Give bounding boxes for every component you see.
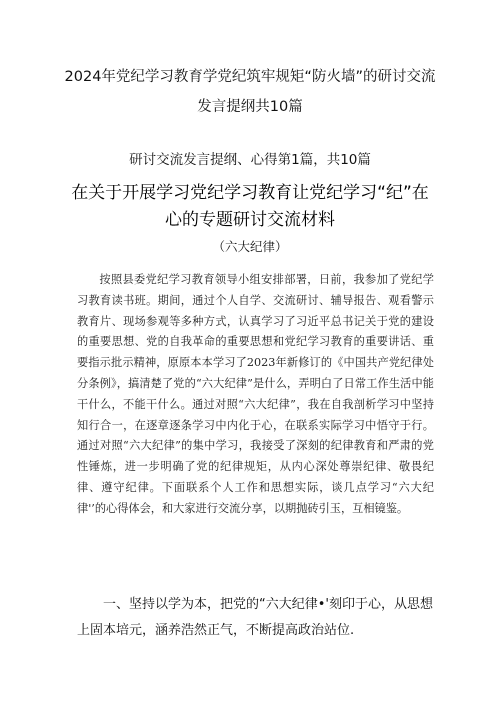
section-main-heading: 在关于开展学习党纪学习教育让党纪学习“纪”在心的专题研讨交流材料 bbox=[71, 183, 429, 230]
heading-tag: （六大纪律） bbox=[212, 239, 288, 254]
document-title: 2024年党纪学习教育学党纪筑牢规矩“防火墙”的研讨交流发言提纲共10篇 bbox=[64, 69, 436, 115]
document-subtitle: 研讨交流发言提纲、心得第1篇，共10篇 bbox=[129, 152, 371, 168]
section-heading: 一、坚持以学为本，把党的“六大纪律•'刻印于心，从思想上固本培元，涵养浩然正气，不断提高政治站位. bbox=[77, 597, 433, 638]
body-paragraph: 按照县委党纪学习教育领导小组安排部署，日前，我参加了党纪学习教育读书班。期间，通过个人自学、交流研讨、辅导报告、观看警示教育片、现场参观等多种方式，认真学习了习近平总书记关于党的建设的重要思想、党的自我革命的重要思想和党纪学习教育的重要讲话、重要指示批示精神，原原本本学习了2023年新修订的《中国共产党纪律处分条例》，搞清楚了党的“六大纪律”是什么，弄明白了日常工作生活中能干什么，不能干什么。通过对照“六大纪律”，我在自我剖析学习中坚持知行合一，在逐章逐条学习中内化于心，在联系实际学习中悟守于行。通过对照“六大纪律”的集中学习，我接受了深刻的纪律教育和严肃的党性锤炼，进一步明确了党的纪律规矩，从内心深处尊崇纪律、敬畏纪律、遵守纪律。下面联系个人工作和思想实际，谈几点学习“六大纪律'’的心得体会，和大家进行交流分享，以期抛砖引玉，互相镜鉴。 bbox=[77, 273, 434, 515]
